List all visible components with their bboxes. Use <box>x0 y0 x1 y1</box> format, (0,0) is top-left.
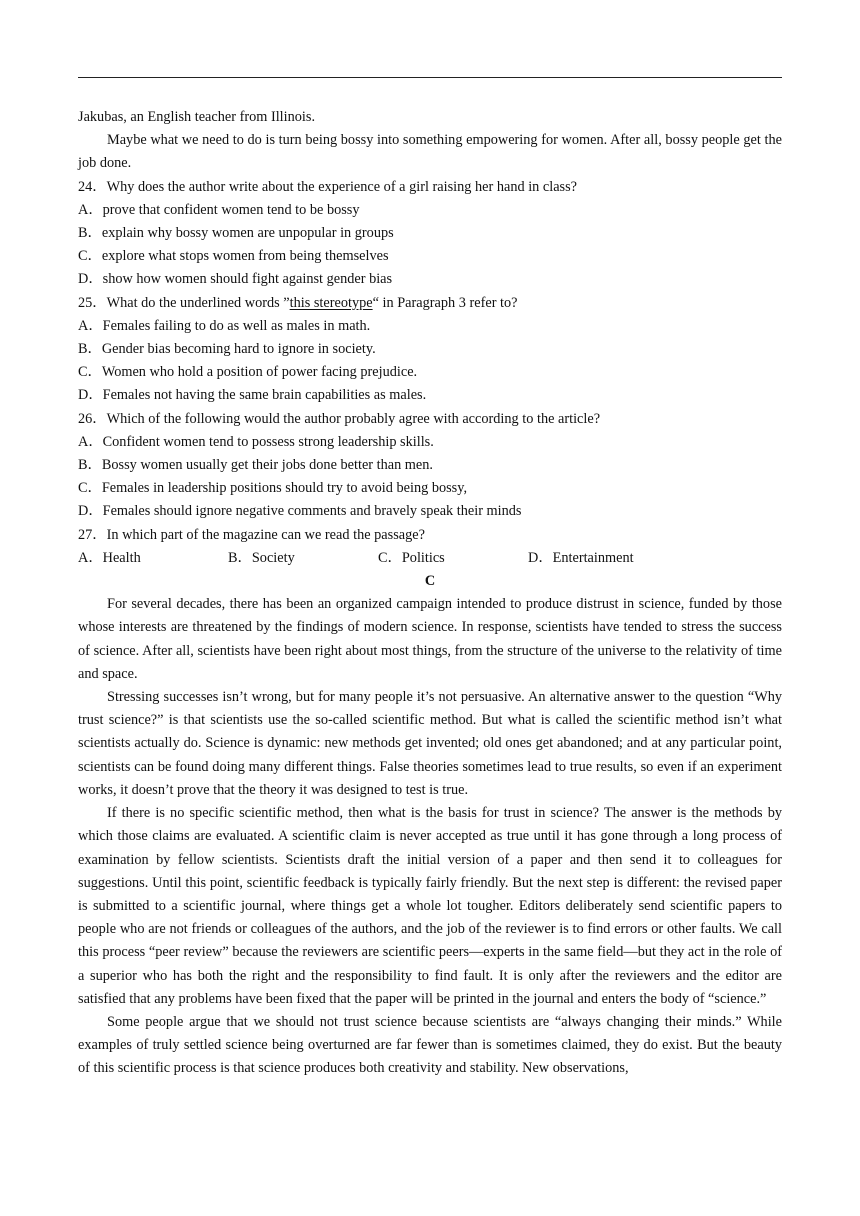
question-text: In which part of the magazine can we read the passage? <box>106 526 425 543</box>
option-letter: C． <box>78 480 102 497</box>
question-text: Which of the following would the author probably agree with according to the article? <box>106 410 601 427</box>
option-letter: B． <box>78 457 102 474</box>
option-letter: A． <box>78 433 103 450</box>
question-number: 24． <box>78 178 107 195</box>
underlined-phrase: this stereotype <box>289 294 373 311</box>
passage-paragraph-4: Some people argue that we should not trust science because scientists are “always changing their minds.” While examples of truly settled science being overturned are far fewer than is sometimes claimed, they do exist. But the beauty of this scientific process is that science produces both creativity and stability. New observations, <box>78 1013 782 1077</box>
question-25 <box>78 292 782 408</box>
option-c <box>378 547 528 570</box>
option-text: Confident women tend to possess strong leadership skills. <box>102 433 434 450</box>
option-text: Females in leadership positions should try to avoid being bossy, <box>101 480 468 497</box>
question-number: 27． <box>78 526 107 543</box>
option-d <box>78 500 782 523</box>
question-stem <box>78 176 782 199</box>
intro-line: Jakubas, an English teacher from Illinois. <box>78 109 316 125</box>
option-letter: C． <box>378 549 402 566</box>
option-a <box>78 547 228 570</box>
option-a <box>78 199 782 222</box>
option-letter: B． <box>228 549 252 566</box>
option-text: Politics <box>401 549 445 566</box>
passage-paragraph-3: If there is no specific scientific method, then what is the basis for trust in science? The answer is the methods by which those claims are evaluated. A scientific claim is never accepted as true until it has gone through a long process of examination by fellow scientists. Scientists draft the initial version of a paper and then send it to colleagues for suggestions. Until this point, scientific feedback is typically fairly friendly. But the next step is different: the revised paper is submitted to a scientific journal, where things get a whole lot tougher. Editors deliberately send scientific papers to people who are not friends or colleagues of the authors, and the job of the reviewer is to find errors or other faults. We call this process “peer review” because the reviewers are scientific peers—experts in the same field—but they act in the role of a superior who has both the right and the responsibility to find fault. It is only after the reviewers and the editor are satisfied that any problems have been fixed that the paper will be printed in the journal and enters the body of “science.” <box>78 805 782 1007</box>
option-text: show how women should fight against gender bias <box>102 271 393 288</box>
option-text: Society <box>251 549 295 566</box>
question-number: 25． <box>78 294 107 311</box>
option-letter: A． <box>78 317 103 334</box>
question-stem <box>78 524 782 547</box>
option-text: Health <box>102 549 141 566</box>
passage-paragraph-2: Stressing successes isn’t wrong, but for many people it’s not persuasive. An alternative answer to the question “Why trust science?” is that scientists use the so-called scientific method. But what is called the scientific method isn’t what scientists actually do. Science is dynamic: new methods get invented; old ones get abandoned; and at any particular point, scientists can be found doing many different things. False theories sometimes lead to true results, so even if an experiment works, it doesn’t prove that the theory it was designed to test is true. <box>78 689 782 798</box>
passage-paragraph-1: For several decades, there has been an organized campaign intended to produce distrust in science, funded by those whose interests are threatened by the findings of modern science. In response, scientists have tended to stress the success of science. After all, scientists have been right about most things, from the structure of the universe to the relativity of time and space. <box>78 596 782 682</box>
question-stem <box>78 292 782 315</box>
section-heading: C <box>424 573 436 590</box>
question-text: Why does the author write about the experience of a girl raising her hand in class? <box>106 178 578 195</box>
option-letter: B． <box>78 341 102 358</box>
question-26 <box>78 408 782 524</box>
option-text: Gender bias becoming hard to ignore in society. <box>101 341 376 358</box>
option-c <box>78 477 782 500</box>
option-text: Females failing to do as well as males in math. <box>102 317 371 334</box>
option-text: Females should ignore negative comments and bravely speak their minds <box>102 503 522 520</box>
question-stem <box>78 408 782 431</box>
option-d <box>78 268 782 291</box>
question-text-after: “ in Paragraph 3 refer to? <box>372 294 518 311</box>
option-b <box>228 547 378 570</box>
option-text: explore what stops women from being themselves <box>101 248 389 265</box>
option-b <box>78 222 782 245</box>
option-letter: C． <box>78 364 102 381</box>
option-b <box>78 454 782 477</box>
option-d <box>528 547 678 570</box>
question-number: 26． <box>78 410 107 427</box>
option-a <box>78 431 782 454</box>
option-text: prove that confident women tend to be bossy <box>102 201 360 218</box>
page-content <box>78 106 782 1081</box>
option-text: explain why bossy women are unpopular in groups <box>101 225 394 242</box>
option-letter: D． <box>78 271 103 288</box>
option-a <box>78 315 782 338</box>
option-text: Bossy women usually get their jobs done better than men. <box>101 457 433 474</box>
option-d <box>78 384 782 407</box>
option-letter: D． <box>78 503 103 520</box>
option-letter: D． <box>528 549 553 566</box>
option-letter: D． <box>78 387 103 404</box>
option-letter: C． <box>78 248 102 265</box>
intro-paragraph: Maybe what we need to do is turn being bossy into something empowering for women. After all, bossy people get the job done. <box>78 132 782 172</box>
option-b <box>78 338 782 361</box>
option-letter: A． <box>78 201 103 218</box>
header-rule <box>78 77 782 78</box>
option-text: Females not having the same brain capabilities as males. <box>102 387 427 404</box>
question-27 <box>78 524 782 570</box>
question-text-before: What do the underlined words ” <box>106 294 290 311</box>
question-24 <box>78 176 782 292</box>
option-text: Women who hold a position of power facing prejudice. <box>101 364 418 381</box>
option-c <box>78 361 782 384</box>
option-letter: B． <box>78 225 102 242</box>
option-letter: A． <box>78 549 103 566</box>
option-c <box>78 245 782 268</box>
options-row <box>78 547 782 570</box>
option-text: Entertainment <box>552 549 634 566</box>
